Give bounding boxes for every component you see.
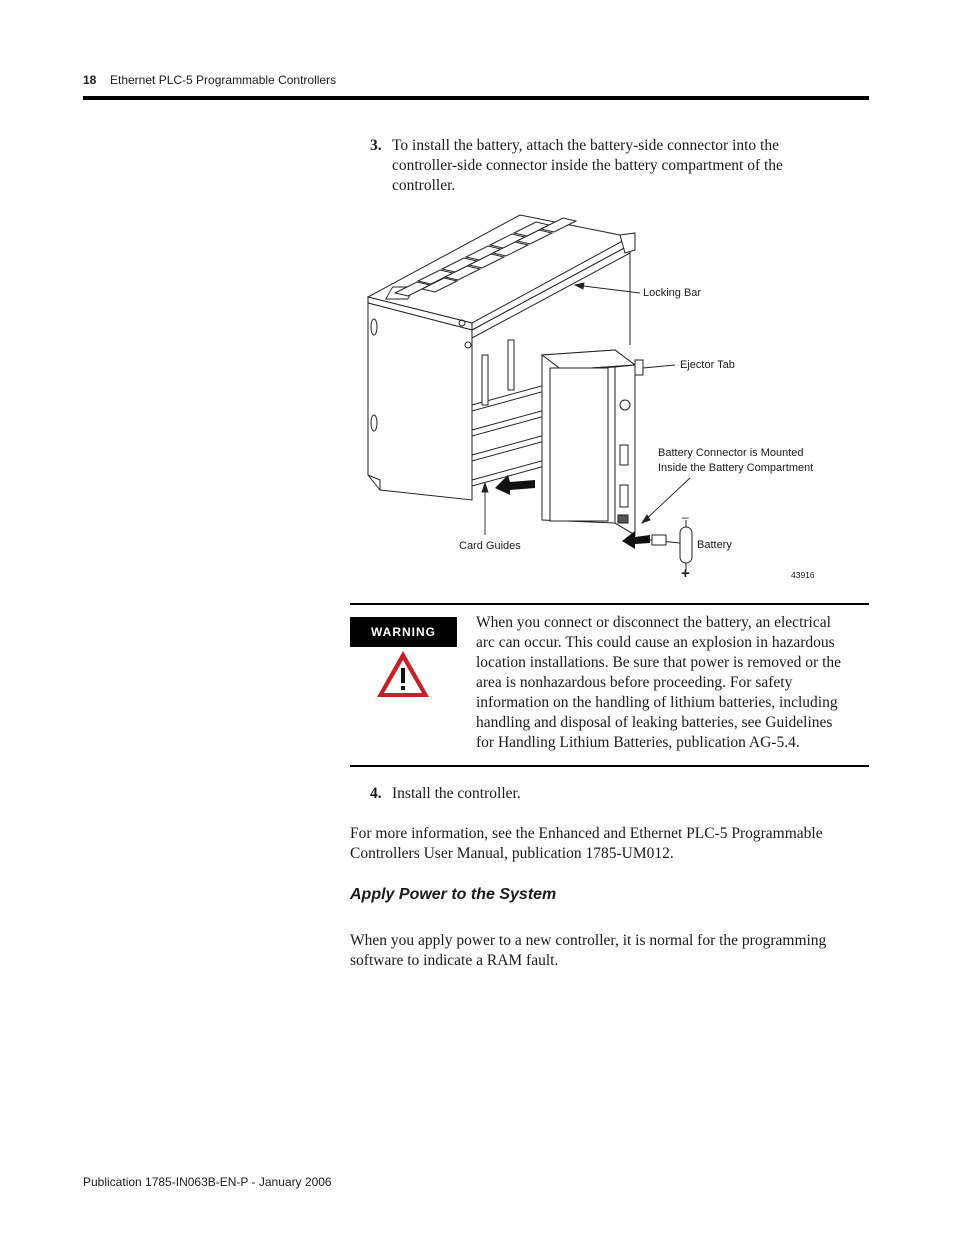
header-rule: [83, 96, 869, 100]
label-battery-connector-line-1: Battery Connector is Mounted: [658, 447, 804, 459]
label-ejector-tab: Ejector Tab: [680, 359, 735, 371]
battery-installation-figure: [350, 205, 870, 590]
label-battery-connector-line-2: Inside the Battery Compartment: [658, 462, 814, 474]
page-number: 18: [83, 73, 97, 87]
warning-triangle-icon: [375, 649, 431, 699]
power-line-2: software to indicate a RAM fault.: [350, 952, 559, 969]
warning-line-3: location installations. Be sure that power is removed or the: [476, 654, 842, 671]
running-header-title: Ethernet PLC-5 Programmable Controllers: [110, 73, 337, 87]
warning-top-rule: [350, 603, 869, 605]
warning-bottom-rule: [350, 765, 869, 767]
more-info-line-2: Controllers User Manual, publication 1785-UM012.: [350, 845, 674, 862]
label-locking-bar: Locking Bar: [643, 287, 702, 299]
label-battery: Battery: [697, 539, 732, 551]
figure-id: 43916: [791, 570, 815, 580]
battery-minus-sign: –: [682, 510, 689, 524]
more-info-paragraph: [350, 824, 870, 864]
warning-line-5: information on the handling of lithium batteries, including: [476, 694, 838, 711]
warning-line-2: arc can occur. This could cause an explosion in hazardous: [476, 634, 835, 651]
step-4-number: 4.: [370, 785, 382, 802]
power-line-1: When you apply power to a new controller, it is normal for the programming: [350, 932, 827, 949]
warning-badge: WARNING: [350, 617, 457, 647]
chassis-illustration: [350, 205, 870, 590]
warning-line-6: handling and disposal of leaking batteries, see Guidelines: [476, 714, 833, 731]
footer-publication: Publication 1785-IN063B-EN-P - January 2006: [83, 1175, 332, 1189]
warning-text: [476, 613, 871, 753]
step-3-line-2: controller-side connector inside the battery compartment of the: [392, 157, 783, 174]
power-paragraph: [350, 931, 870, 971]
step-3-line-1: To install the battery, attach the battery-side connector into the: [392, 137, 779, 154]
step-3-line-3: controller.: [392, 177, 456, 194]
warning-line-1: When you connect or disconnect the battery, an electrical: [476, 614, 831, 631]
battery-plus-sign: +: [681, 565, 690, 582]
step-4-text: Install the controller.: [392, 785, 521, 802]
label-card-guides: Card Guides: [459, 540, 521, 552]
warning-line-4: area is nonhazardous before proceeding. For safety: [476, 674, 793, 691]
step-3-text: [392, 136, 862, 196]
section-heading: Apply Power to the System: [350, 886, 557, 903]
step-3-number: 3.: [370, 137, 382, 154]
warning-line-7: for Handling Lithium Batteries, publication AG-5.4.: [476, 734, 800, 751]
more-info-line-1: For more information, see the Enhanced and Ethernet PLC-5 Programmable: [350, 825, 823, 842]
